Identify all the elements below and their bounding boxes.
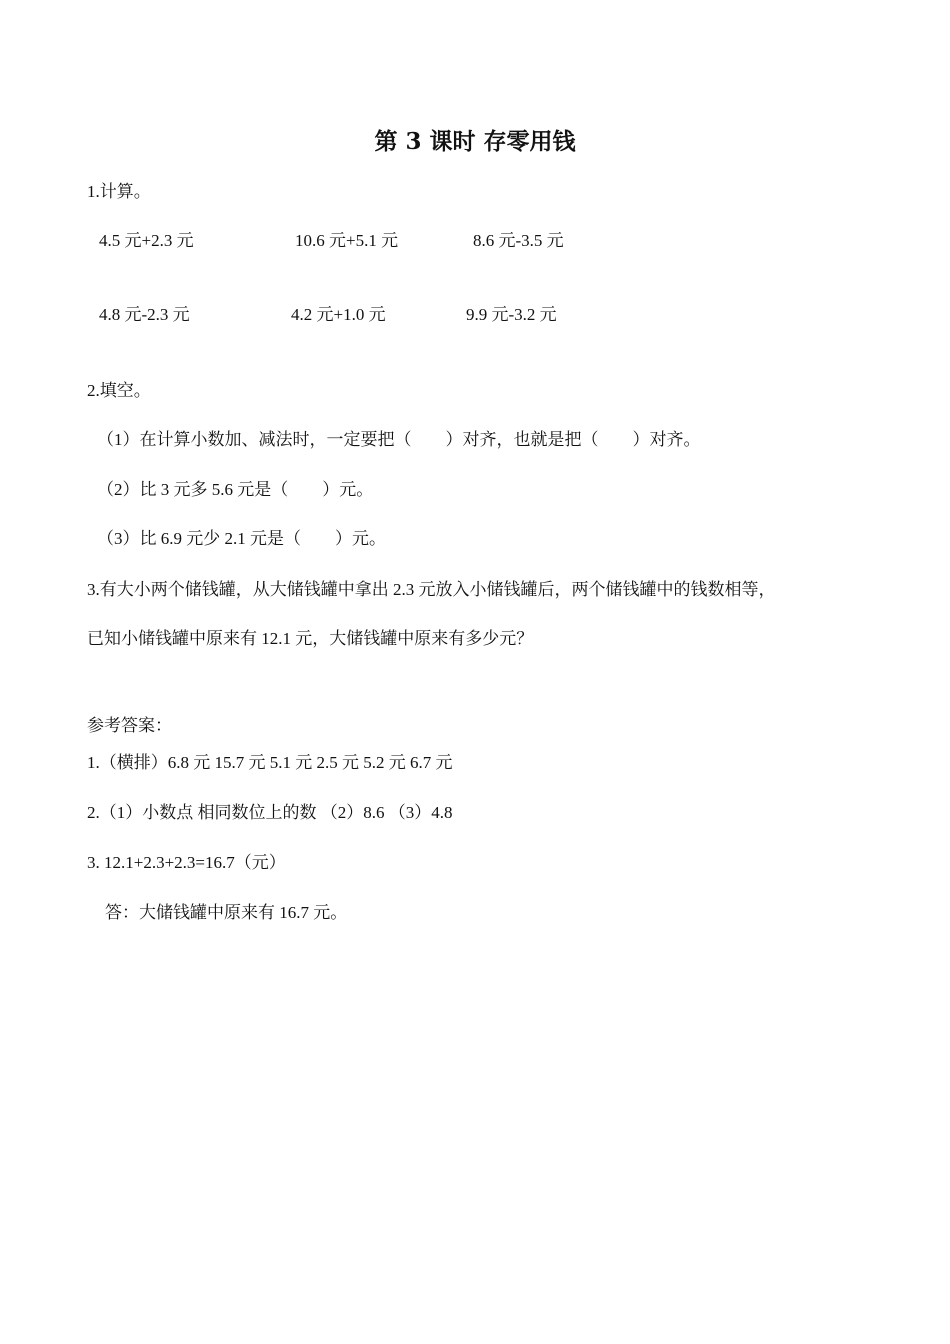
answers-heading: 参考答案： (87, 716, 172, 735)
q2-item: （3）比 6.9 元少 2.1 元是（ ）元。 (97, 529, 386, 548)
q1-expr: 10.6 元+5.1 元 (295, 231, 399, 250)
q2-item: （1）在计算小数加、减法时，一定要把（ ）对齐，也就是把（ ）对齐。 (97, 430, 701, 449)
page-title: 第 3 课时 存零用钱 (374, 128, 576, 155)
q3-line: 已知小储钱罐中原来有 12.1 元，大储钱罐中原来有多少元？ (87, 629, 534, 648)
answer-2: 2.（1）小数点 相同数位上的数 （2）8.6 （3）4.8 (87, 803, 453, 822)
answer-3: 3. 12.1+2.3+2.3=16.7（元） (87, 853, 286, 872)
q2-heading: 2.填空。 (87, 381, 151, 400)
q1-expr: 4.2 元+1.0 元 (291, 305, 386, 324)
q1-expr: 9.9 元-3.2 元 (466, 305, 557, 324)
q1-heading: 1.计算。 (87, 182, 151, 201)
q3-line: 3.有大小两个储钱罐，从大储钱罐中拿出 2.3 元放入小储钱罐后，两个储钱罐中的钱数相等， (87, 580, 776, 599)
q1-expr: 4.5 元+2.3 元 (99, 231, 194, 250)
q2-item: （2）比 3 元多 5.6 元是（ ）元。 (97, 480, 374, 499)
answer-1: 1.（横排）6.8 元 15.7 元 5.1 元 2.5 元 5.2 元 6.7 元 (87, 753, 453, 772)
answer-3-statement: 答：大储钱罐中原来有 16.7 元。 (105, 903, 348, 922)
q1-expr: 8.6 元-3.5 元 (473, 231, 564, 250)
q1-expr: 4.8 元-2.3 元 (99, 305, 190, 324)
